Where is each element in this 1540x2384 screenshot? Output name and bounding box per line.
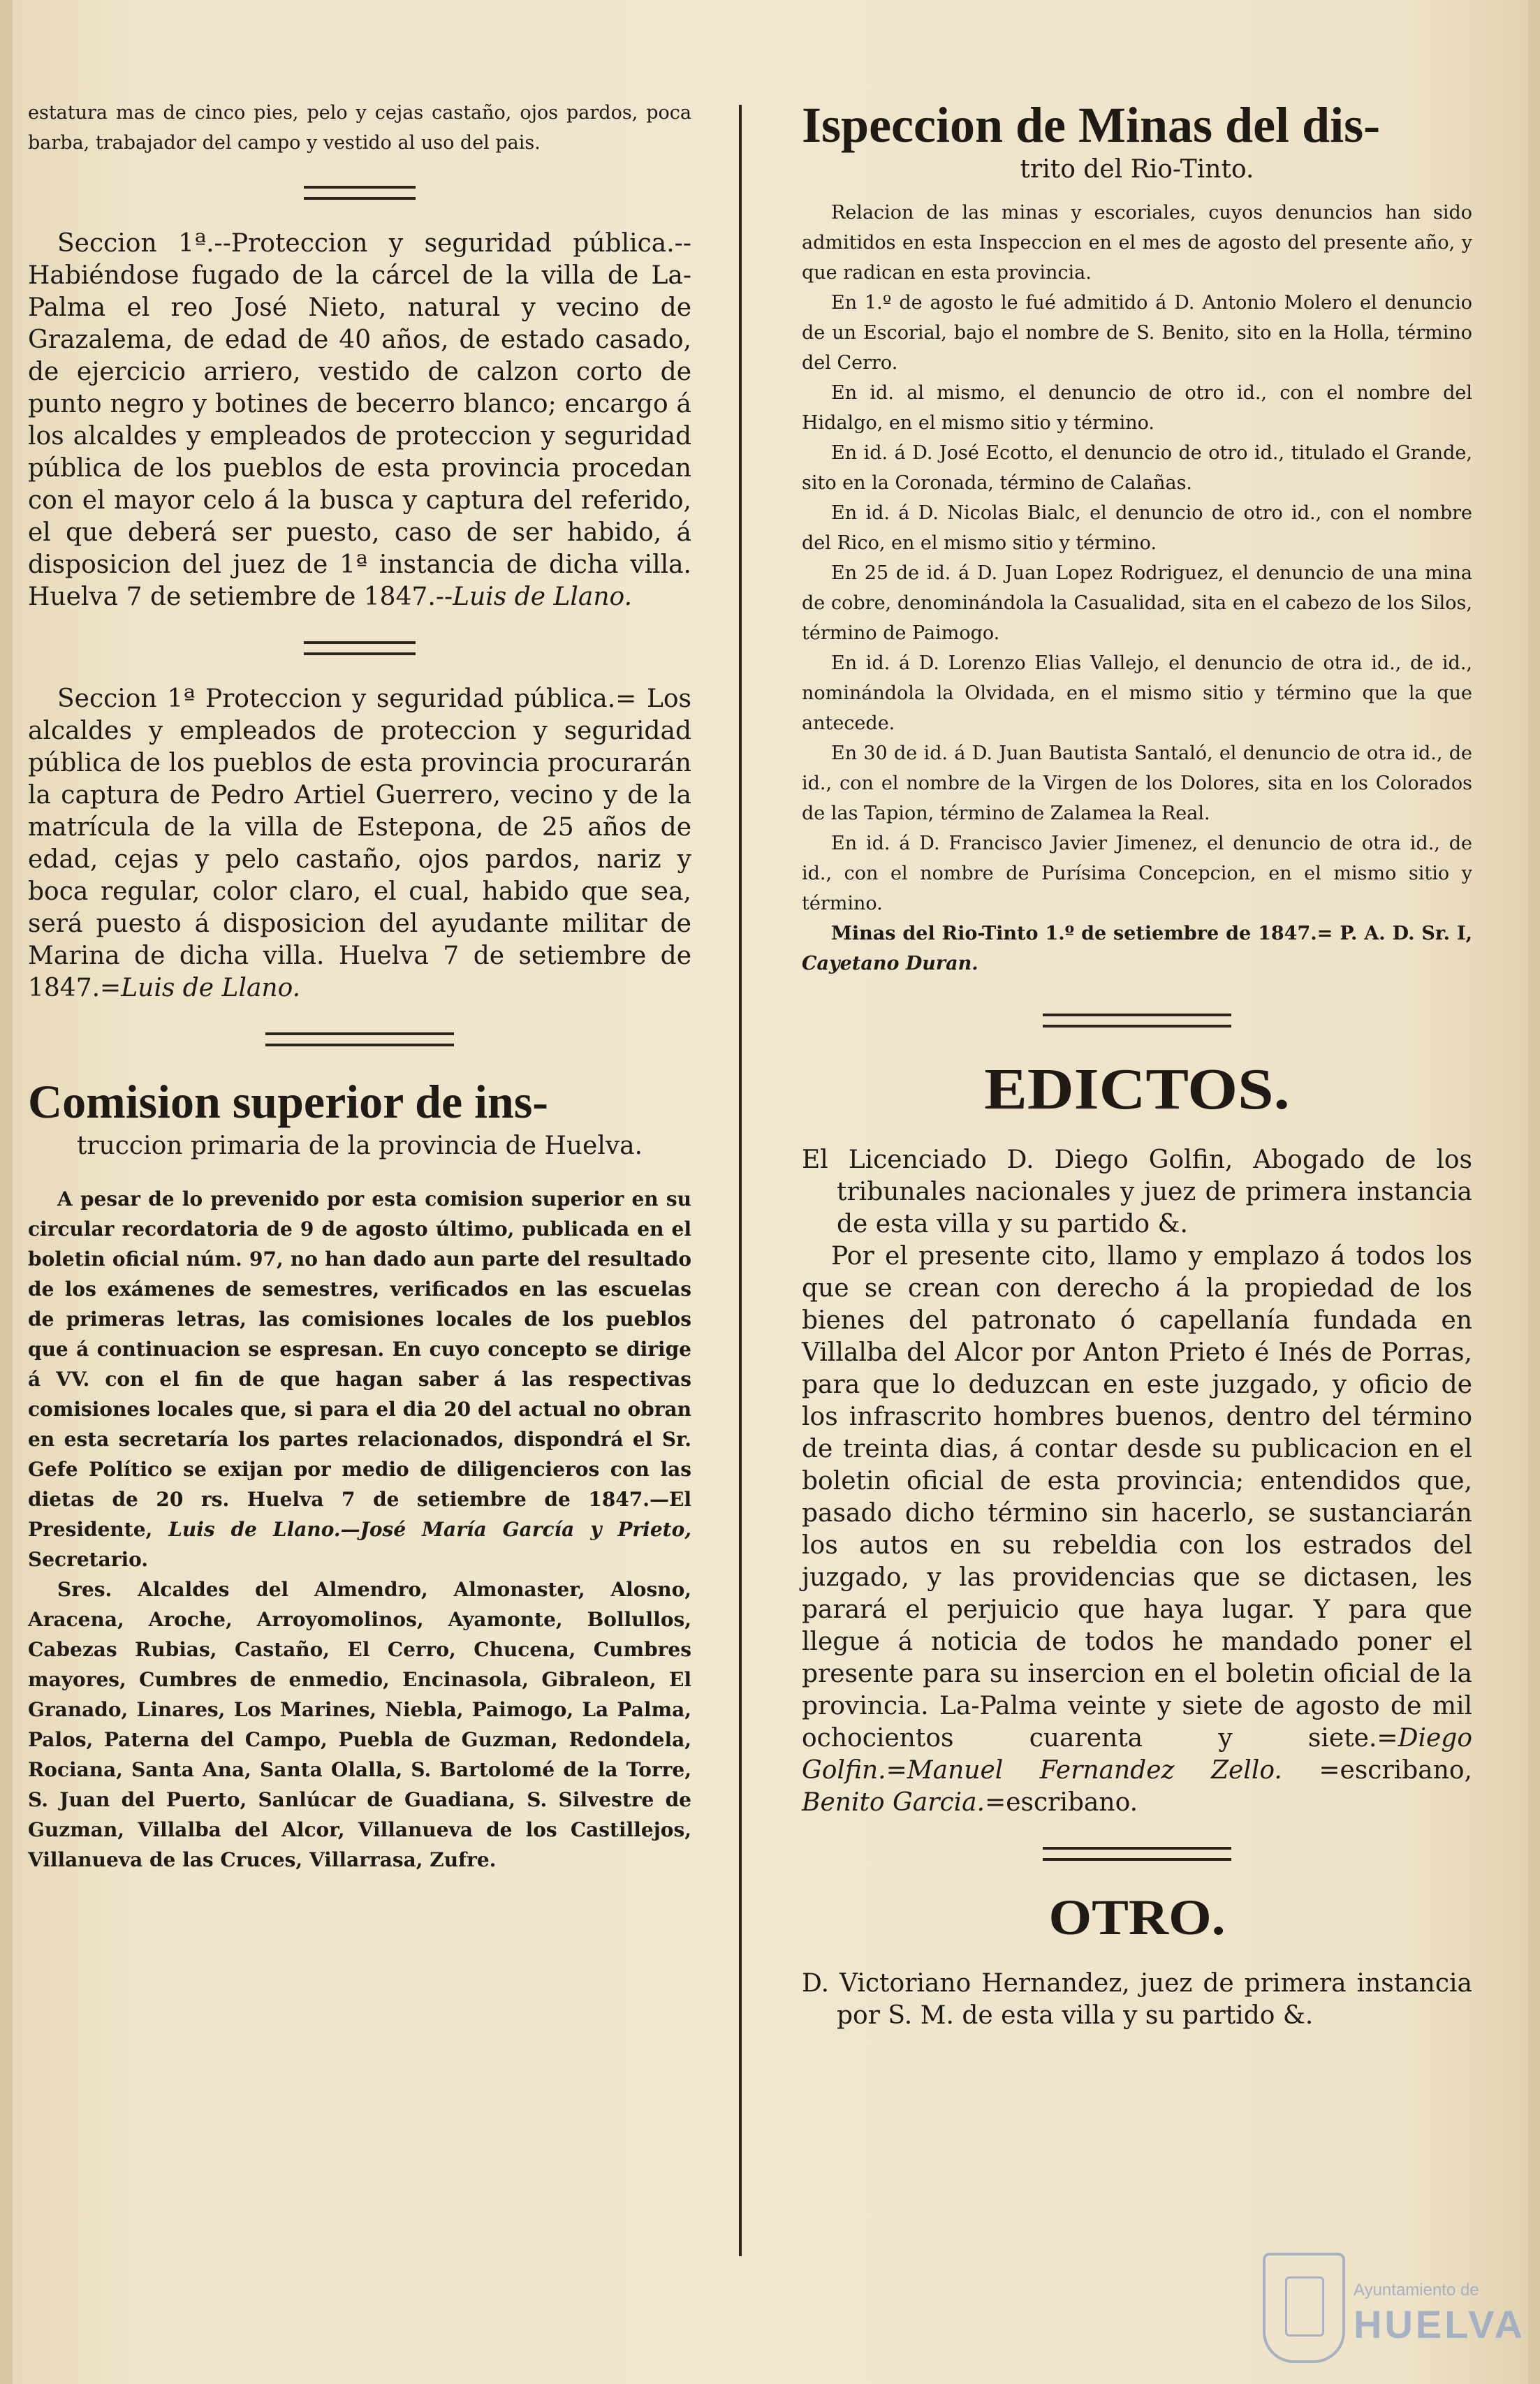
edictos-heading: EDICTOS.: [984, 1057, 1290, 1122]
seccion-1-notice: [28, 228, 691, 613]
relacion-paragraph: Relacion de las minas y escoriales, cuyos denuncios han sido admitidos en esta Inspeccion en el mes de agosto del presente año, y que radican en esta provincia.: [802, 202, 1472, 284]
watermark-big-text: HUELVA: [1354, 2302, 1525, 2346]
comision-subheading: truccion primaria de la provincia de Huelva.: [76, 1132, 643, 1160]
watermark-small-text: Ayuntamiento de: [1354, 2281, 1479, 2299]
minas-signature-name: Cayetano Duran.: [802, 953, 978, 974]
seccion-1-text: Seccion 1ª.--Proteccion y seguridad pública.-- Habiéndose fugado de la cárcel de la villa de La-Palma el reo José Nieto, natural y vecino de Grazalema, de edad de 40 años, de estado casado, de ejercicio arriero, vestido de calzon corto de punto negro y botines de becerro blanco; encargo á los alcaldes y empleados de proteccion y seguridad pública de los pueblos de esta provincia procedan con el mayor celo á la busca y captura del referido, el que deberá ser puesto, caso de ser habido, á disposicion del juez de 1ª instancia de dicha villa. Huelva 7 de setiembre de 1847.--: [28, 229, 691, 611]
separator-rule: [304, 186, 416, 200]
right-column: [802, 98, 1472, 2032]
minas-entry: En id. al mismo, el denuncio de otro id., con el nombre del Hidalgo, en el mismo sitio y término.: [802, 382, 1472, 434]
minas-entry: En 25 de id. á D. Juan Lopez Rodriguez, el denuncio de una mina de cobre, denominándola la Casualidad, sita en el cabezo de los Silos, término de Paimogo.: [802, 562, 1472, 644]
golfin-benito: Benito Garcia.: [802, 1788, 985, 1817]
comision-secretario: Secretario.: [28, 1548, 149, 1571]
seccion-2-signature: Luis de Llano.: [121, 974, 301, 1002]
seccion-2-notice: [28, 683, 691, 1004]
comision-heading: Comision superior de ins-: [28, 1075, 548, 1128]
crest-icon: [1263, 2253, 1345, 2363]
minas-entry: En id. á D. Nicolas Bialc, el denuncio de otro id., con el nombre del Rico, en el mismo sitio y término.: [802, 502, 1472, 554]
minas-signature-text: Minas del Rio-Tinto 1.º de setiembre de 1847.= P. A. D. Sr. I,: [831, 923, 1472, 944]
left-column: [28, 98, 691, 1875]
separator-rule: [1043, 1014, 1231, 1028]
golfin-signatures: Diego Golfin.=Manuel Fernandez Zello.: [802, 1724, 1472, 1785]
minas-subheading: trito del Rio-Tinto.: [1020, 155, 1254, 184]
intro-paragraph: estatura mas de cinco pies, pelo y cejas castaño, ojos pardos, poca barba, trabajador del campo y vestido al uso del pais.: [28, 102, 691, 154]
separator-rule: [265, 1032, 454, 1046]
golfin-body: [802, 1241, 1472, 1819]
golfin-escribano-2: =escribano.: [985, 1788, 1138, 1817]
comision-text: A pesar de lo prevenido por esta comision superior en su circular recordatoria de 9 de agosto último, publicada en el boletin oficial núm. 97, no han dado aun parte del resultado de los exámenes de semestres, verificados en las escuelas de primeras letras, las comisiones locales de los pueblos que á continuacion se espresan. En cuyo concepto se dirige á VV. con el fin de que hagan saber á las respectivas comisiones locales que, si para el dia 20 del actual no obran en esta secretaría los partes relacionados, dispondrá el Sr. Gefe Político se exijan por medio de diligencieros con las dietas de 20 rs. Huelva 7 de setiembre de 1847.—El Presidente,: [28, 1187, 691, 1541]
golfin-body-text: Por el presente cito, llamo y emplazo á todos los que se crean con derecho á la propiedad de los bienes del patronato ó capellanía fundada en Villalba del Alcor por Anton Prieto é Inés de Porras, para que lo deduzcan en este juzgado, y oficio de los infrascrito hombres buenos, dentro del término de treinta dias, á contar desde su publicacion en el boletin oficial de esta provincia; entendidos que, pasado dicho término sin hacerlo, se sustanciarán los autos en su rebeldia con los estrados del juzgado, y las providencias que se dictasen, les parará el perjuicio que haya lugar. Y para que llegue á noticia de todos he mandado poner el presente para su insercion en el boletin oficial de la provincia. La-Palma veinte y siete de agosto de mil ochocientos cuarenta y siete.=: [802, 1242, 1472, 1753]
minas-entries: [802, 288, 1472, 919]
comision-paragraph: [28, 1184, 691, 1574]
ayuntamiento-watermark: [1263, 2253, 1528, 2357]
separator-rule: [304, 641, 416, 655]
comision-signature: Luis de Llano.—José María García y Prieto,: [168, 1518, 691, 1541]
minas-heading: Ispeccion de Minas del dis-: [802, 97, 1381, 153]
document-page: [13, 0, 1528, 2384]
sres-list: Sres. Alcaldes del Almendro, Almonaster, Alosno, Aracena, Aroche, Arroyomolinos, Ayamonte, Bollullos, Cabezas Rubias, Castaño, El Cerro, Chucena, Cumbres mayores, Cumbres de enmedio, Encinasola, Gibraleon, El Granado, Linares, Los Marines, Niebla, Paimogo, La Palma, Palos, Paterna del Campo, Puebla de Guzman, Redondela, Rociana, Santa Ana, Santa Olalla, S. Bartolomé de la Torre, S. Juan del Puerto, Sanlúcar de Guadiana, S. Silvestre de Guzman, Villalba del Alcor, Villanueva de los Castillejos, Villanueva de las Cruces, Villarrasa, Zufre.: [28, 1578, 691, 1871]
separator-rule: [1043, 1847, 1231, 1861]
seccion-1-signature: Luis de Llano.: [453, 583, 633, 611]
golfin-intro: El Licenciado D. Diego Golfin, Abogado de los tribunales nacionales y juez de primera instancia de esta villa y su partido &.: [802, 1146, 1472, 1238]
column-divider: [739, 105, 742, 2256]
otro-heading: OTRO.: [1048, 1889, 1226, 1945]
minas-entry: En 1.º de agosto le fué admitido á D. Antonio Molero el denuncio de un Escorial, bajo el nombre de S. Benito, sito en la Holla, término del Cerro.: [802, 292, 1472, 374]
minas-entry: En id. á D. Lorenzo Elias Vallejo, el denuncio de otra id., de id., nominándola la Olvidada, en el mismo sitio y término que la que antecede.: [802, 652, 1472, 734]
minas-entry: En id. á D. Francisco Javier Jimenez, el denuncio de otra id., de id., con el nombre de Purísima Concepcion, en el mismo sitio y término.: [802, 833, 1472, 914]
minas-entry: En 30 de id. á D. Juan Bautista Santaló, el denuncio de otra id., de id., con el nombre de la Virgen de los Dolores, sita en los Colorados de las Tapion, término de Zalamea la Real.: [802, 743, 1472, 824]
minas-signature-line: [802, 919, 1472, 979]
otro-paragraph: D. Victoriano Hernandez, juez de primera instancia por S. M. de esta villa y su partido &.: [802, 1969, 1472, 2030]
minas-entry: En id. á D. José Ecotto, el denuncio de otro id., titulado el Grande, sito en la Coronada, término de Calañas.: [802, 442, 1472, 494]
golfin-escribano-1: =escribano,: [1319, 1756, 1472, 1785]
seccion-2-text: Seccion 1ª Proteccion y seguridad pública.= Los alcaldes y empleados de proteccion y seguridad pública de los pueblos de esta provincia procurarán la captura de Pedro Artiel Guerrero, vecino y de la matrícula de la villa de Estepona, de 25 años de edad, cejas y pelo castaño, ojos pardos, nariz y boca regular, color claro, el cual, habido que sea, será puesto á disposicion del ayudante militar de Marina de dicha villa. Huelva 7 de setiembre de 1847.=: [28, 685, 691, 1002]
